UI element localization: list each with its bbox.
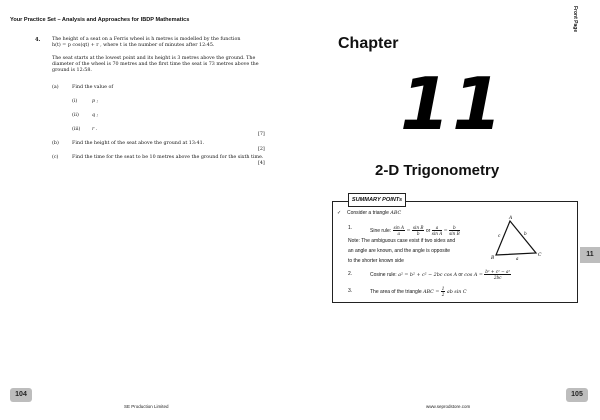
triangle-shape [496,221,536,255]
side-label: Front Page [572,6,578,33]
footer-right: www.seprodstore.com [426,404,471,409]
part-b-text: Find the height of the seat above the ground at 13:41. [72,141,205,146]
note-line: an angle are known, and the angle is opposite [348,248,451,254]
subpart-label: (iii) [72,127,81,132]
chapter-word: Chapter [338,35,399,52]
area-formula: The area of the triangle ABC = $\frac{1}{2}$ ab sin C [370,286,467,297]
point-2-number: 2. [348,271,353,277]
subpart-text: r . [92,127,98,132]
page-number-left: 104 [10,388,32,402]
check-icon: ✓ [337,210,342,216]
footer-left: SE Production Limited [124,404,169,409]
half-fraction: $\frac{1}{2}$ [441,286,445,297]
vertex-label-b: B [491,256,495,261]
point-1-number: 1. [348,225,353,231]
sine-fraction-d: $\frac{b}{\text{sin B}}$ [449,225,460,236]
running-header: Your Practice Set – Analysis and Approaches for IBDP Mathematics [10,17,190,23]
right-page [300,0,600,420]
sine-fraction-c: $\frac{a}{\text{sin A}}$ [431,225,443,236]
page-number-right: 105 [566,388,588,402]
question-line: The height of a seat on a Ferris wheel is h metres is modelled by the function [52,37,241,42]
sine-rule: Sine rule: $\frac{\text{sin A}}{a}$ = $\frac{\text{sin B}}{b}$ or $\frac{a}{\text{sin A}}$ = $\frac{b}{\text{sin B}}$ [370,225,460,236]
side-label-a: a [516,256,519,261]
subpart-text: p ; [92,99,99,104]
chapter-tab: 11 [580,247,600,263]
question-number: 4. [35,37,41,43]
cosine-rule: Cosine rule: a² = b² + c² − 2bc cos A or cos A = $\frac{\text{b² + c² − a²}}{2bc}$ [370,269,511,280]
side-label-b: b [524,231,527,236]
marks-c: [4] [258,161,265,166]
summary-intro: Consider a triangle ABC [347,210,402,216]
chapter-number: 11 [400,62,505,146]
cosine-fraction: $\frac{\text{b² + c² − a²}}{2bc}$ [485,269,511,280]
part-c-text: Find the time for the seat to be 10 metres above the ground for the sixth time. [72,155,264,160]
sine-fraction-b: $\frac{\text{sin B}}{b}$ [412,225,424,236]
triangle-diagram [488,215,548,263]
note-line: Note: The ambiguous case exist if two sides and [348,238,456,244]
triangle-name: ABC [390,211,402,216]
vertex-label-c: C [538,253,542,258]
question-line: h(t) = p cos(qt) + r , where t is the number of minutes after 12:45. [52,43,215,48]
part-c-label: (c) [52,155,59,160]
question-line: diameter of the wheel is 70 metres and the first time the seat is 73 metres above the [52,62,259,67]
subpart-label: (ii) [72,113,79,118]
question-line: The seat starts at the lowest point and its height is 3 metres above the ground. The [52,56,256,61]
summary-title: SUMMARY POINTs [348,193,406,207]
chapter-title: 2-D Trigonometry [375,162,500,179]
side-label-c: c [498,233,501,238]
sine-fraction-a: $\frac{\text{sin A}}{a}$ [393,225,405,236]
marks-a: [7] [258,132,265,137]
marks-b: [2] [258,147,265,152]
subpart-label: (i) [72,99,78,104]
question-line: ground is 12:58. [52,68,92,73]
vertex-label-a: A [509,216,513,221]
part-b-label: (b) [52,141,59,146]
note-line: to the shorter known side [348,258,404,264]
subpart-text: q ; [92,113,99,118]
point-3-number: 3. [348,288,353,294]
part-a-label: (a) [52,85,59,90]
part-a-text: Find the value of [72,85,114,90]
